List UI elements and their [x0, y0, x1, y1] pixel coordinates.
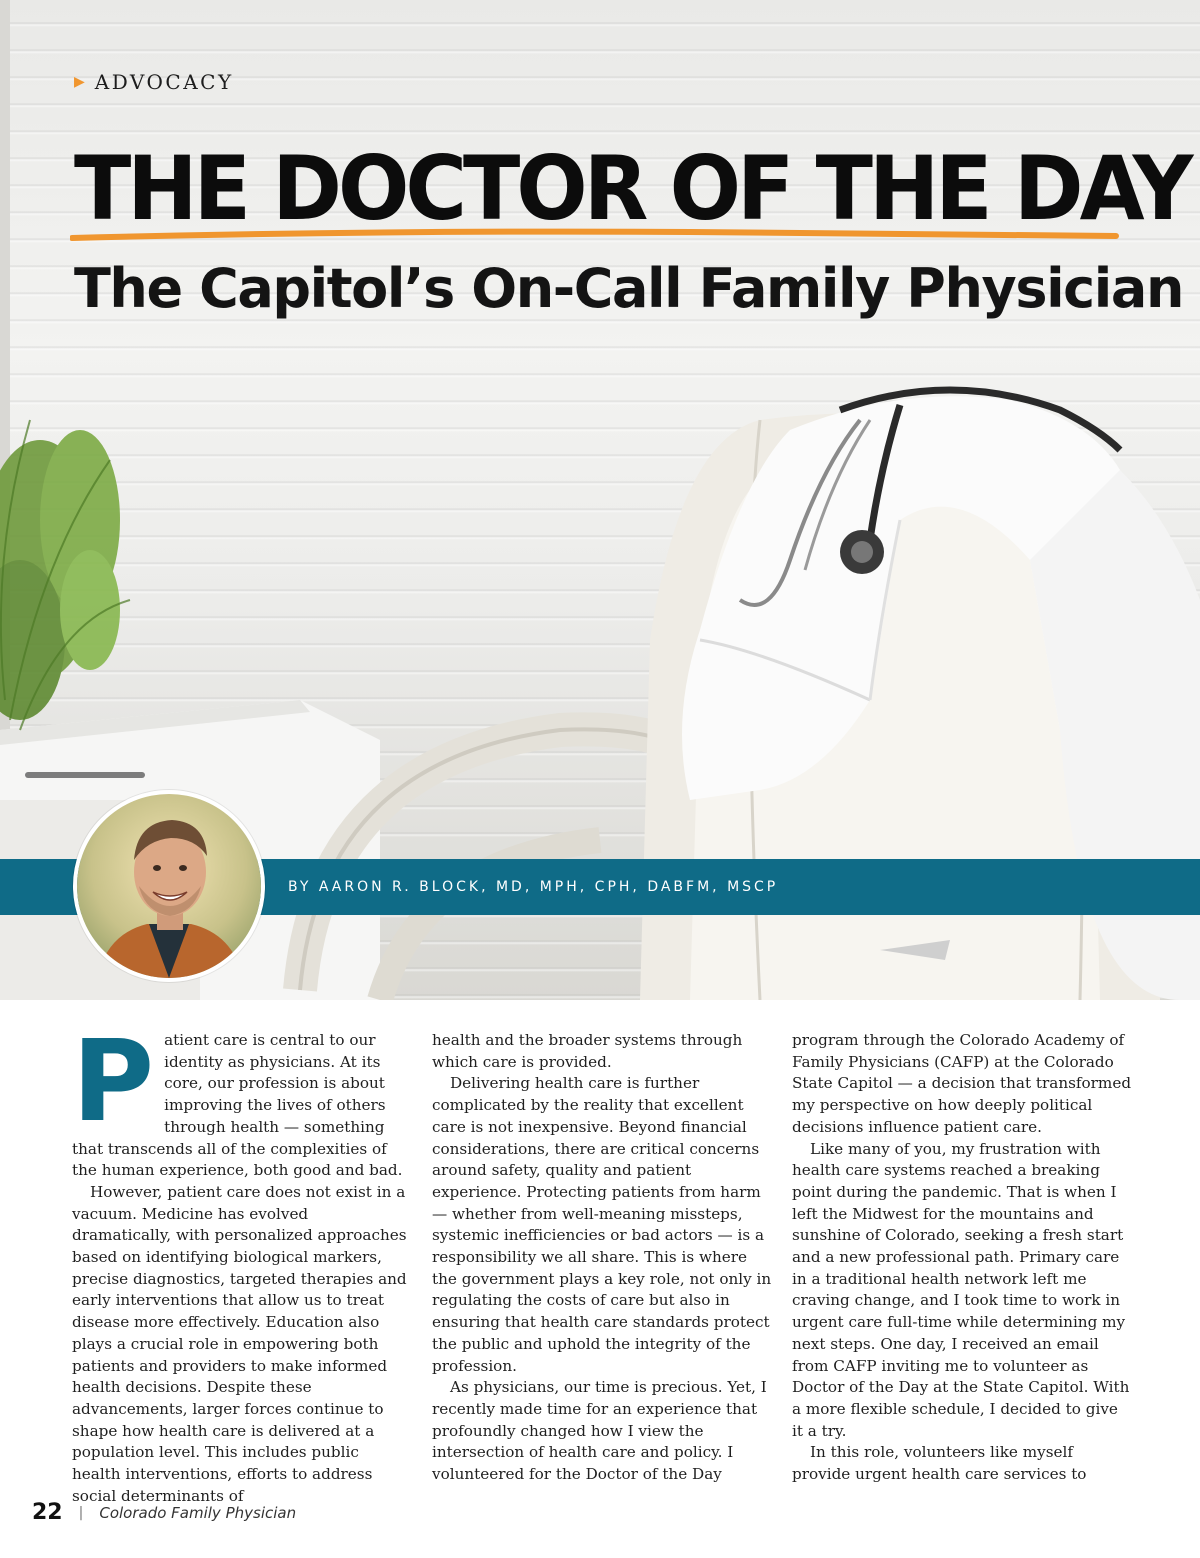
article-subtitle: The Capitol’s On-Call Family Physician [74, 257, 1183, 320]
paragraph: Delivering health care is further complicated by the reality that excellent care is not inexpensive. Beyond financial considerations, there are critical concerns around safety, quality and patient experience. Protecting patients from harm — whether from well-meaning missteps, systemic inefficiencies or bad actors — is a responsibility we all share. This is where the government plays a key role, not only in regulating the costs of care but also in ensuring that health care standards protect the public and uphold the integrity of the profession. [432, 1074, 772, 1375]
paragraph: program through the Colorado Academy of Family Physicians (CAFP) at the Colorado State Capitol — a decision that transformed my perspective on how deeply political decisions influence patient care. [792, 1031, 1132, 1136]
footer-divider: | [78, 1504, 84, 1521]
paragraph [72, 1017, 412, 1182]
byline: BY AARON R. BLOCK, MD, MPH, CPH, DABFM, MSCP [288, 879, 779, 895]
title-underline [70, 226, 1130, 244]
paragraph: Like many of you, my frustration with health care systems reached a breaking point during the pandemic. That is when I left the Midwest for the mountains and sunshine of Colorado, seeking a fresh start and a new professional path. Primary care in a traditional health network left me craving change, and I took time to work in urgent care full-time while determining my next steps. One day, I received an email from CAFP inviting me to volunteer as Doctor of the Day at the State Capitol. With a more flexible schedule, I decided to give it a try. [792, 1139, 1130, 1440]
section-label [74, 70, 234, 94]
paragraph-text: atient care is central to our identity as physicians. At its core, our profession is about improving the lives of others through health — something that transcends all of the complexities of the human experience, both good and bad. [72, 1031, 403, 1180]
page-footer [32, 1500, 296, 1525]
article-title: THE DOCTOR OF THE DAY [74, 137, 1190, 240]
paragraph: In this role, volunteers like myself provide urgent health care services to [792, 1443, 1087, 1484]
author-portrait-image [77, 794, 261, 978]
section-label-text: ADVOCACY [94, 70, 234, 94]
paragraph: As physicians, our time is precious. Yet, I recently made time for an experience that profoundly changed how I view the intersection of health care and policy. I volunteered for the Doctor of the Day [432, 1378, 767, 1484]
page-number: 22 [32, 1500, 63, 1525]
article-column-1 [72, 1017, 412, 1507]
paragraph: health and the broader systems through which care is provided. [432, 1031, 743, 1071]
triangle-bullet-icon: ▶ [74, 74, 85, 90]
drop-cap: P [72, 1017, 155, 1147]
author-photo [73, 790, 265, 982]
paragraph: However, patient care does not exist in a vacuum. Medicine has evolved dramatically, with personalized approaches based on identifying biological markers, precise diagnostics, targeted therapies and early interventions that allow us to treat disease more effectively. Education also plays a crucial role in empowering both patients and providers to make informed health decisions. Despite these advancements, larger forces continue to shape how health care is delivered at a population level. This includes public health interventions, efforts to address social determinants of [72, 1182, 407, 1505]
publication-name: Colorado Family Physician [99, 1503, 297, 1522]
article-column-2 [432, 1030, 772, 1486]
article-column-3 [792, 1030, 1132, 1486]
